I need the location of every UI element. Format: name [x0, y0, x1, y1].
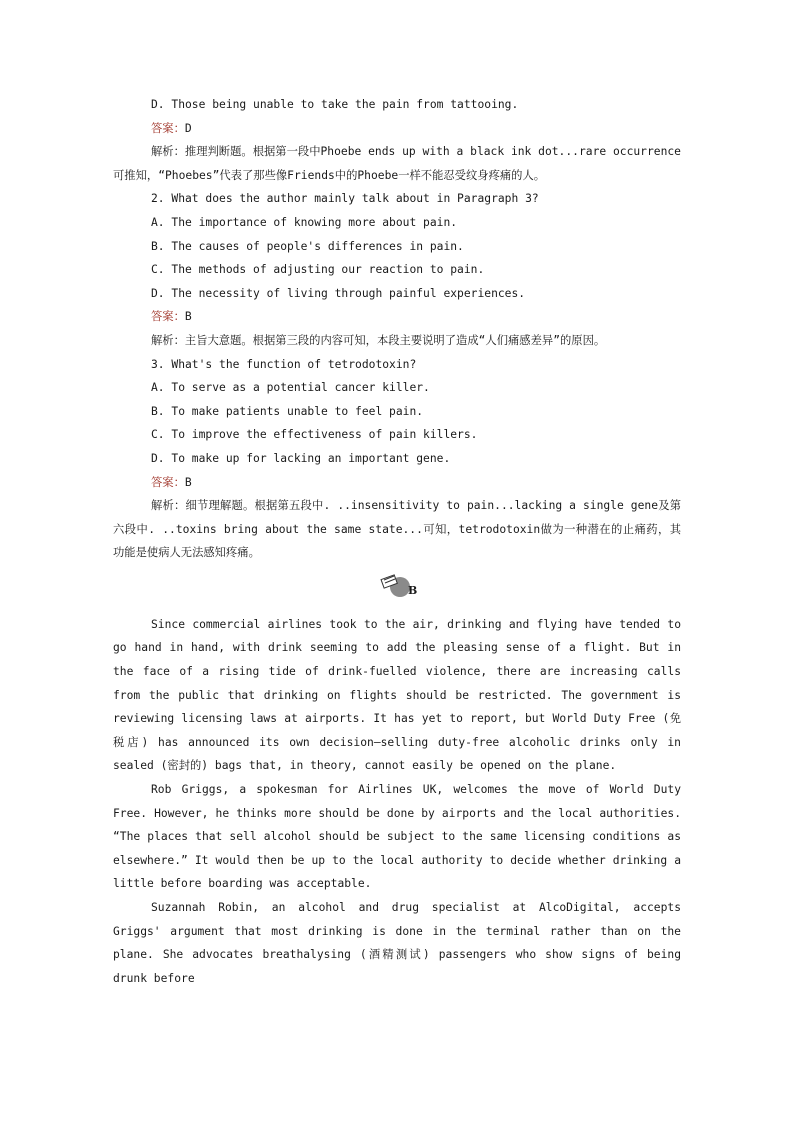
section-letter: B	[408, 583, 418, 597]
q2-option: D. The necessity of living through painful experiences.	[151, 286, 526, 300]
answer-value: B	[184, 475, 192, 489]
passage-paragraph: Suzannah Robin, an alcohol and drug specialist at AlcoDigital, accepts Griggs' argument that most drinking is done in the terminal rather than on the plane. She advocates breathalysing (酒精测试) passengers who show signs of being drunk before	[113, 901, 681, 985]
q2-explanation: 解析：主旨大意题。根据第三段的内容可知，本段主要说明了造成“人们痛感差异”的原因。	[151, 333, 606, 347]
q3-option: C. To improve the effectiveness of pain killers.	[151, 428, 478, 442]
section-logo-icon	[380, 572, 418, 600]
passage-paragraph: Rob Griggs, a spokesman for Airlines UK, welcomes the move of World Duty Free. However, he thinks more should be done by airports and the local authorities. “The places that sell alcohol should be subject to the same licensing conditions as elsewhere.” It would then be up to the local authority to decide whether drinking a little before boarding was acceptable.	[113, 783, 681, 891]
answer-value: B	[184, 310, 192, 324]
reading-passage	[113, 613, 681, 991]
q2-option: C. The methods of adjusting our reaction to pain.	[151, 263, 485, 277]
document-page	[113, 93, 681, 990]
q2-answer	[113, 305, 681, 329]
q3-option: D. To make up for lacking an important gene.	[151, 451, 451, 465]
section-heading	[113, 565, 681, 607]
q2-option: A. The importance of knowing more about pain.	[151, 215, 458, 229]
q1-answer	[113, 117, 681, 141]
q3-option: B. To make patients unable to feel pain.	[151, 404, 424, 418]
q3-answer	[113, 471, 681, 495]
answer-value: D	[184, 121, 192, 135]
answer-label: 答案：	[151, 310, 185, 324]
q1-explanation: 解析：推理判断题。根据第一段中Phoebe ends up with a black ink dot...rare occurrence可推知，“Phoebes”代表了那些像Friends中的Phoebe一样不能忍受纹身疼痛的人。	[113, 145, 681, 182]
answer-label: 答案：	[151, 475, 185, 489]
q2-stem: 2. What does the author mainly talk about in Paragraph 3?	[151, 192, 539, 206]
q1-option-d: D. Those being unable to take the pain from tattooing.	[151, 98, 519, 111]
passage-paragraph: Since commercial airlines took to the air, drinking and flying have tended to go hand in hand, with drink seeming to add the pleasing sense of a flight. But in the face of a rising tide of drink-fuelled violence, there are increasing calls from the public that drinking on flights should be restricted. The government is reviewing licensing laws at airports. It has yet to report, but World Duty Free (免税店) has announced its own decision—selling duty-free alcoholic drinks only in sealed (密封的) bags that, in theory, cannot easily be opened on the plane.	[113, 617, 681, 773]
q3-stem: 3. What's the function of tetrodotoxin?	[151, 357, 417, 371]
answer-label: 答案：	[151, 121, 185, 135]
q2-option: B. The causes of people's differences in pain.	[151, 239, 464, 253]
q3-explanation: 解析：细节理解题。根据第五段中. ..insensitivity to pain...lacking a single gene及第六段中. ..toxins bring about the same state...可知，tetrodotoxin做为一种潜在的止痛药，其功能是使病人无法感知疼痛。	[113, 499, 681, 560]
q3-option: A. To serve as a potential cancer killer.	[151, 381, 430, 395]
